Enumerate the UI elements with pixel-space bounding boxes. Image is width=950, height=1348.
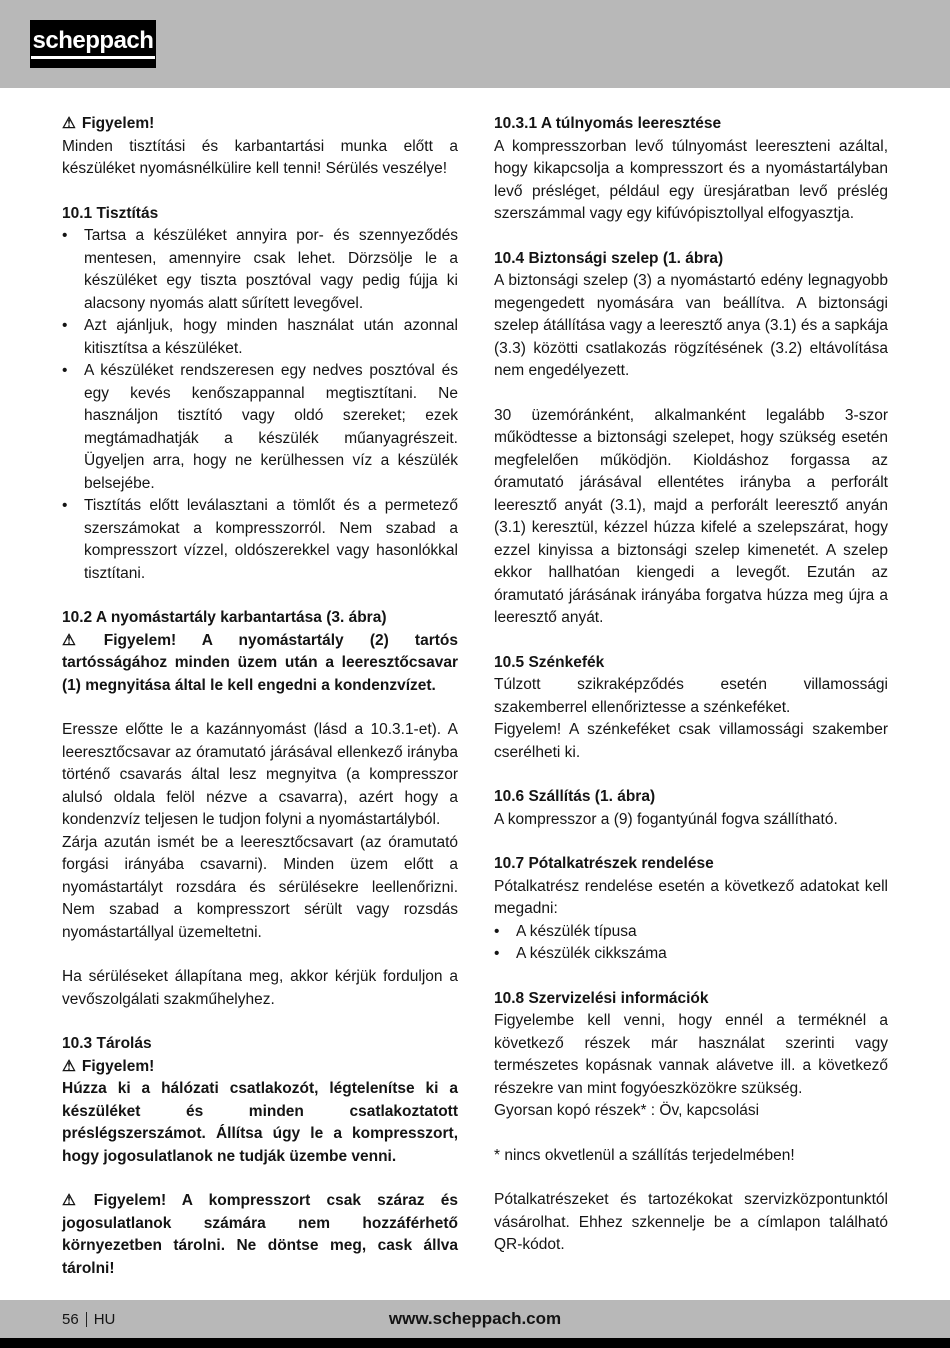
warning-icon: ⚠ <box>62 1192 88 1209</box>
paragraph: Túlzott szikraképződés esetén villamossági szakemberrel ellenőriztesse a szénkeféket. <box>494 676 888 716</box>
warning-paragraph <box>62 1190 458 1280</box>
list-item-text: Azt ajánljuk, hogy minden használat után azonnal kitisztítsa a készüléket. <box>84 317 458 357</box>
paragraph: Figyelem! A szénkeféket csak villamossági szakember cserélheti ki. <box>494 721 888 761</box>
heading-10-5: 10.5 Szénkefék <box>494 653 605 671</box>
heading-10-2: 10.2 A nyomástartály karbantartása (3. ábra) <box>62 609 387 626</box>
list-item-text: A készüléket rendszeresen egy nedves posztóval és egy kevés kenőszappannal megtisztítani. Ne használjon tisztító vagy oldó szereket; ezek megtámadhatják a készülék műanyagrészeit. Ügyeljen arra, hogy ne kerülhessen víz a készülék belsejébe. <box>84 362 458 492</box>
scheppach-logo <box>30 20 156 68</box>
warning-body: Húzza ki a hálózati csatlakozót, légtelenítse ki a készüléket és minden csatlakoztatott préslégszerszámot. Állítsa úgy le a kompresszort, hogy jogosulatlanok ne tudják üzembe venni. <box>62 1080 458 1165</box>
paragraph: Pótalkatrész rendelése esetén a következő adatokat kell megadni: <box>494 877 888 917</box>
left-column <box>62 113 458 1300</box>
bullet-icon: • <box>62 362 68 379</box>
list-item <box>62 225 458 315</box>
cleaning-list <box>62 225 458 585</box>
bullet-icon: • <box>62 317 68 334</box>
paragraph: A kompresszor a (9) fogantyúnál fogva szállítható. <box>494 810 838 828</box>
footer-separator <box>86 1312 87 1327</box>
header-bar <box>0 0 950 88</box>
list-item-text: Tartsa a készüléket annyira por- és szennyeződés mentesen, amennyire csak lehet. Dörzsölje le a készüléket egy tiszta posztóval vagy pedig fújja ki alacsony nyomás alatt sűrített levegővel. <box>84 227 458 312</box>
footer-bar <box>0 1300 950 1338</box>
list-item <box>494 943 888 966</box>
paragraph: Gyorsan kopó részek* : Öv, kapcsolási <box>494 1102 760 1119</box>
page-number <box>62 1311 115 1328</box>
page-content <box>0 88 950 1300</box>
heading-10-3-1: 10.3.1 A túlnyomás leeresztése <box>494 115 722 132</box>
paragraph: Eressze előtte le a kazánnyomást (lásd a 10.3.1-et). A leeresztőcsavar az óramutató járásával ellenkező irányba történő csavarás által lesz megnyitva (a kompresszor alulsó oldala felöl nézve a csavarra), azért hogy a kondenzvíz teljesen le tudjon folyni a nyomástartályból. <box>62 721 458 828</box>
warning-title: Figyelem! <box>81 115 155 132</box>
warning-body: Minden tisztítási és karbantartási munka előtt a készüléket nyomásnélkülire kell tenni! Sérülés veszélye! <box>62 137 458 177</box>
warning-title: Figyelem! <box>81 1057 155 1075</box>
right-column <box>494 113 888 1300</box>
warning-text: Figyelem! A nyomástartály (2) tartós tartósságához minden üzem után a leeresztőcsavar (1) megnyitása által le kell engedni a kondenzvízet. <box>62 631 459 694</box>
heading-10-4: 10.4 Biztonsági szelep (1. ábra) <box>494 249 724 267</box>
bullet-icon: • <box>494 945 500 962</box>
heading-10-1: 10.1 Tisztítás <box>62 204 159 222</box>
bullet-icon: • <box>494 922 500 940</box>
heading-10-3: 10.3 Tárolás <box>62 1035 152 1052</box>
list-item-text: A készülék típusa <box>516 922 637 940</box>
list-item <box>62 315 458 360</box>
paragraph: 30 üzemóránként, alkalmanként legalább 3-szor működtesse a biztonsági szelepet, hogy szükség esetén megfelelően működjön. Kioldáshoz forgassa az óramutató járásával ellentétes irányba a perforált leeresztő anyát (3.1), majd a perforált leeresztő anyán (3.1) keresztül, kézzel húzza kifelé a szelepszárat, hogy ezzel kinyissa a biztonsági szelep kimenetét. A szelep ekkor hallhatóan kiengedi a levegőt. Ezután az óramutató járásának irányába forgatva húzza meg újra a leeresztő anyát. <box>494 406 888 626</box>
warning-heading <box>62 113 458 136</box>
list-item <box>62 360 458 495</box>
warning-icon: ⚠ <box>62 115 76 132</box>
logo-text: scheppach <box>31 29 156 59</box>
heading-10-8: 10.8 Szervizelési információk <box>494 989 709 1007</box>
warning-icon: ⚠ <box>62 1057 76 1075</box>
list-item <box>494 921 888 944</box>
bottom-strip <box>0 1338 950 1348</box>
warning-paragraph <box>62 630 458 698</box>
warning-text: Figyelem! A kompresszort csak száraz és jogosulatlanok számára nem hozzáférhető környezetben tárolni. Ne döntse meg, cask állva tárolni! <box>62 1192 458 1277</box>
paragraph: Figyelembe kell venni, hogy ennél a terméknél a következő részek már használat szerinti vagy természetes kopásnak vannak alávetve ill. a következő részekre van mint fogyóeszközökre szükség. <box>494 1012 888 1097</box>
warning-icon: ⚠ <box>62 631 98 649</box>
paragraph: A biztonsági szelep (3) a nyomástartó edény legnagyobb megengedett nyomására van beállítva. A biztonsági szelep átállítása vagy a leeresztő anya (3.1) és a sapkája (3.3) közötti csatlakozás rögzítésének (3.2) eltávolítása nem engedélyezett. <box>494 272 888 379</box>
warning-heading <box>62 1056 458 1079</box>
bullet-icon: • <box>62 497 68 514</box>
spare-parts-list <box>494 921 888 966</box>
language-code: HU <box>93 1310 116 1328</box>
list-item-text: A készülék cikkszáma <box>516 945 667 962</box>
bullet-icon: • <box>62 227 68 244</box>
footnote: * nincs okvetlenül a szállítás terjedelmében! <box>494 1146 795 1164</box>
list-item-text: Tisztítás előtt leválasztani a tömlőt és a permetező szerszámokat a kompresszorról. Nem szabad a kompresszort vízzel, oldószerekkel vagy hasonlókkal tisztítani. <box>84 497 458 582</box>
paragraph: A kompresszorban levő túlnyomást leereszteni azáltal, hogy kikapcsolja a kompresszort és a nyomástartályban levő présléget, például egy üresjáratban levő préslég szerszámmal vagy egy kifúvópisztollyal elfogyasztja. <box>494 137 888 222</box>
paragraph: Zárja azután ismét be a leeresztőcsavart (az óramutató forgási irányába csavarni). Minden üzem előtt a nyomástartályt rozsdára és sérülésekre leellenőrizni. Nem szabad a kompresszort sérült vagy rozsdás nyomástartállyal üzemeltetni. <box>62 833 458 941</box>
list-item <box>62 495 458 585</box>
heading-10-7: 10.7 Pótalkatrészek rendelése <box>494 855 714 872</box>
paragraph: Ha sérüléseket állapítana meg, akkor kérjük forduljon a vevőszolgálati szakműhelyhez. <box>62 968 458 1008</box>
paragraph: Pótalkatrészeket és tartozékokat szervizközpontunktól vásárolhat. Ehhez szkennelje be a címlapon található QR-kódot. <box>494 1191 888 1253</box>
page-number-value: 56 <box>62 1310 79 1328</box>
website-url: www.scheppach.com <box>388 1309 562 1328</box>
heading-10-6: 10.6 Szállítás (1. ábra) <box>494 788 656 805</box>
